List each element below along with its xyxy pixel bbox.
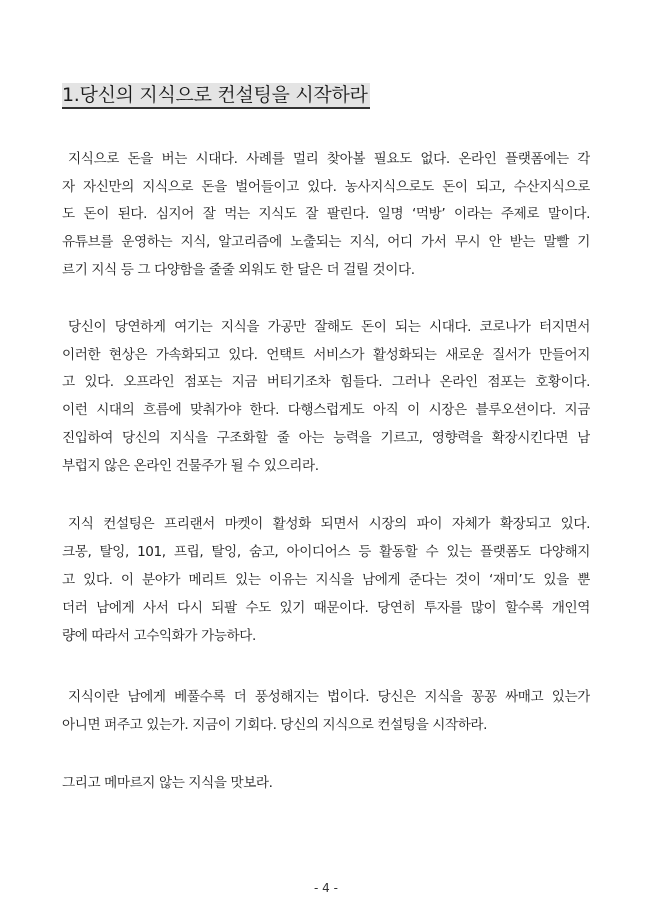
paragraph-3-line: 지식 컨설팅은 프리랜서 마켓이 활성화 되면서 시장의 파이 자체가 확장되고 있다.	[68, 516, 590, 532]
section-title: 1.당신의 지식으로 컨설팅을 시작하라	[62, 83, 370, 109]
paragraph-4-line: 아니면 퍼주고 있는가. 지금이 기회다. 당신의 지식으로 컨설팅을 시작하라.	[62, 717, 488, 733]
paragraph-2-line: 고 있다. 오프라인 점포는 지금 버티기조차 힘들다. 그러나 온라인 점포는 호황이다.	[62, 374, 590, 390]
page-number: - 4 -	[314, 881, 338, 895]
paragraph-3-line: 더러 남에게 사서 다시 되팔 수도 있기 때문이다. 당연히 투자를 많이 할수록 개인역	[62, 600, 590, 616]
paragraph-5-line: 그리고 메마르지 않는 지식을 맛보라.	[62, 775, 273, 791]
paragraph-1-line: 르기 지식 등 그 다양함을 줄줄 외워도 한 달은 더 걸릴 것이다.	[62, 262, 415, 278]
paragraph-2-line: 이런 시대의 흐름에 맞춰가야 한다. 다행스럽게도 아직 이 시장은 블루오션이다. 지금	[62, 402, 590, 418]
paragraph-2-line: 이러한 현상은 가속화되고 있다. 언택트 서비스가 활성화되는 새로운 질서가 만들어지	[62, 347, 590, 363]
paragraph-3-line: 량에 따라서 고수익화가 가능하다.	[62, 628, 256, 644]
paragraph-4-line: 지식이란 남에게 베풀수록 더 풍성해지는 법이다. 당신은 지식을 꽁꽁 싸매고 있는가	[68, 689, 590, 705]
paragraph-1-line: 자 자신만의 지식으로 돈을 벌어들이고 있다. 농사지식으로도 돈이 되고, 수산지식으로	[62, 179, 590, 195]
paragraph-1-line: 유튜브를 운영하는 지식, 알고리즘에 노출되는 지식, 어디 가서 무시 안 받는 말빨 기	[62, 234, 590, 250]
paragraph-2-line: 진입하여 당신의 지식을 구조화할 줄 아는 능력을 기르고, 영향력을 확장시킨다면 남	[62, 430, 590, 446]
paragraph-1-line: 지식으로 돈을 버는 시대다. 사례를 멀리 찾아볼 필요도 없다. 온라인 플랫폼에는 각	[68, 151, 590, 167]
paragraph-3-line: 고 있다. 이 분야가 메리트 있는 이유는 지식을 남에게 준다는 것이 ‘재미’도 있을 뿐	[62, 572, 590, 588]
paragraph-2-line: 부럽지 않은 온라인 건물주가 될 수 있으리라.	[62, 458, 319, 474]
paragraph-3-line: 크몽, 탈잉, 101, 프립, 탈잉, 숨고, 아이디어스 등 활동할 수 있는 플랫폼도 다양해지	[62, 544, 590, 560]
paragraph-1-line: 도 돈이 된다. 심지어 잘 먹는 지식도 잘 팔린다. 일명 ‘먹방’ 이라는 주제로 말이다.	[62, 206, 590, 222]
paragraph-2-line: 당신이 당연하게 여기는 지식을 가공만 잘해도 돈이 되는 시대다. 코로나가 터지면서	[68, 319, 590, 335]
